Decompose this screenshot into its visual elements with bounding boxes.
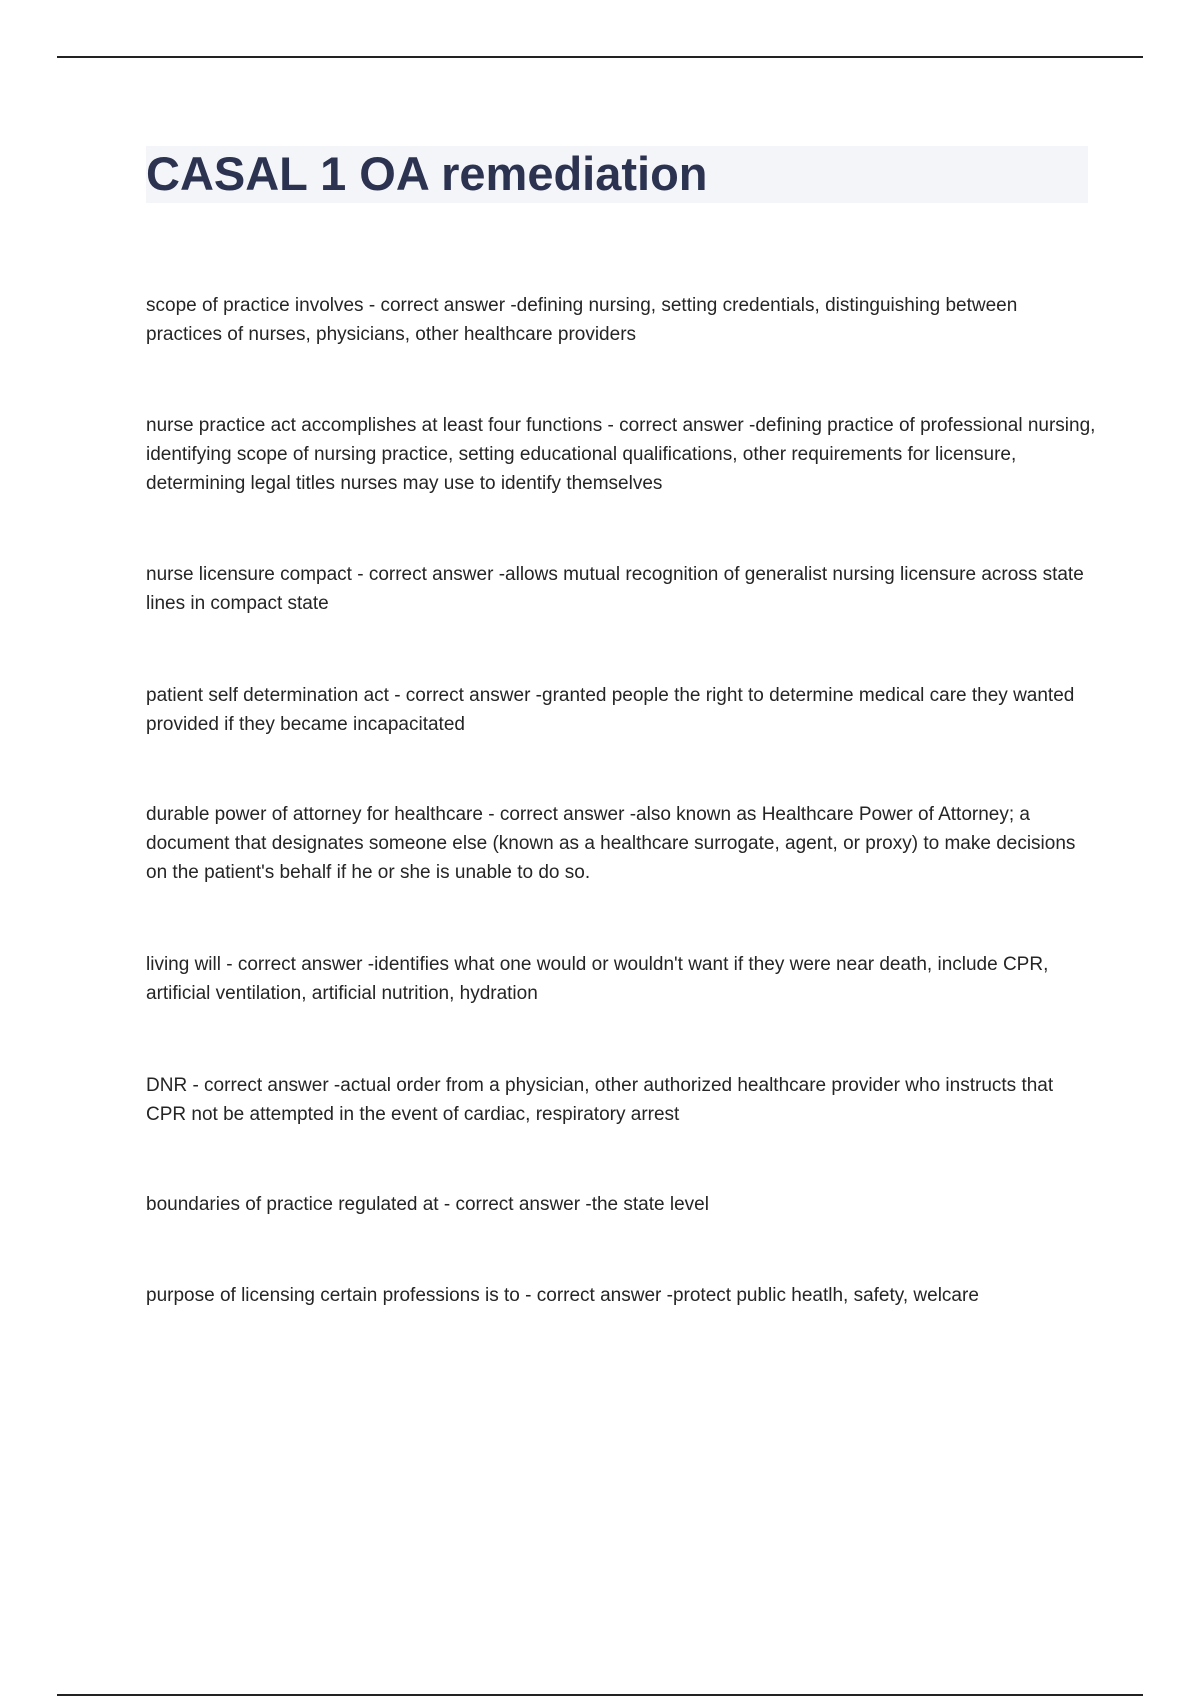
card-term: scope of practice involves <box>146 295 364 316</box>
card-term: nurse licensure compact <box>146 564 352 585</box>
card-term: boundaries of practice regulated at <box>146 1194 439 1215</box>
card-answer: allows mutual recognition of generalist nursing licensure across state lines in compact state <box>146 564 1084 614</box>
card-answer: actual order from a physician, other authorized healthcare provider who instructs that CPR not be attempted in the event of cardiac, respiratory arrest <box>146 1075 1054 1125</box>
flashcard-purpose-of-licensing <box>146 1281 1096 1310</box>
card-answer: granted people the right to determine medical care they wanted provided if they became incapacitated <box>146 685 1075 735</box>
card-term: nurse practice act accomplishes at least four functions <box>146 415 603 436</box>
flashcard-scope-of-practice <box>146 291 1096 349</box>
flashcard-dnr <box>146 1071 1096 1129</box>
card-separator: - correct answer - <box>220 954 375 975</box>
card-answer: the state level <box>591 1194 709 1215</box>
card-answer: protect public heatlh, safety, welcare <box>672 1285 979 1306</box>
card-answer: defining nursing, setting credentials, distinguishing between practices of nurses, physicians, other healthcare providers <box>146 295 1018 345</box>
flashcard-living-will <box>146 950 1096 1008</box>
flashcard-durable-power-of-attorney <box>146 800 1096 887</box>
bottom-divider <box>57 1694 1143 1696</box>
card-term: patient self determination act <box>146 685 389 706</box>
flashcard-boundaries-of-practice <box>146 1190 1096 1219</box>
card-term: living will <box>146 954 221 975</box>
card-separator: - correct answer - <box>438 1194 592 1215</box>
card-separator: - correct answer - <box>187 1075 341 1096</box>
flashcard-patient-self-determination-act <box>146 681 1096 739</box>
card-separator: - correct answer - <box>602 415 756 436</box>
document-title: CASAL 1 OA remediation <box>146 147 708 200</box>
card-separator: - correct answer - <box>351 564 506 585</box>
card-separator: - correct answer - <box>363 295 517 316</box>
card-answer: defining practice of professional nursing, identifying scope of nursing practice, setting educational qualifications, other requirements for licensure, determining legal titles nurses may use to identify themselves <box>146 415 1096 494</box>
card-separator: - correct answer - <box>519 1285 673 1306</box>
card-term: DNR <box>146 1075 188 1096</box>
top-divider <box>57 56 1143 58</box>
flashcard-nurse-licensure-compact <box>146 560 1096 618</box>
card-separator: - correct answer - <box>482 804 637 825</box>
card-term: purpose of licensing certain professions is to <box>146 1285 520 1306</box>
flashcard-nurse-practice-act <box>146 411 1096 498</box>
card-answer: also known as Healthcare Power of Attorney; a document that designates someone else (known as a healthcare surrogate, agent, or proxy) to make decisions on the patient's behalf if he or she is unable to do so. <box>146 804 1076 883</box>
card-separator: - correct answer - <box>388 685 543 706</box>
card-term: durable power of attorney for healthcare <box>146 804 483 825</box>
card-answer: identifies what one would or wouldn't want if they were near death, include CPR, artificial ventilation, artificial nutrition, hydration <box>146 954 1049 1004</box>
